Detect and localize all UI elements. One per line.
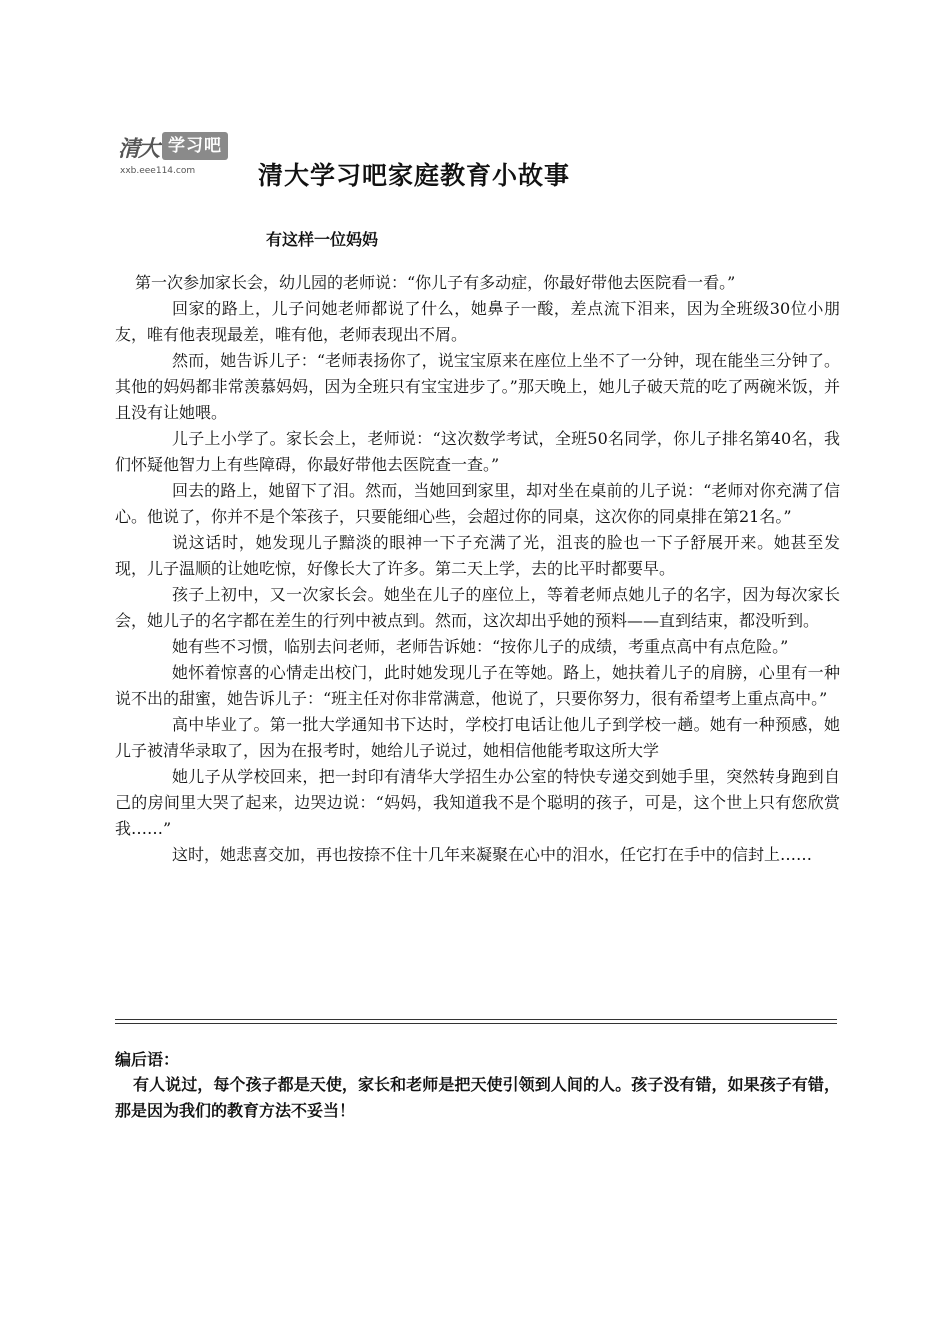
story-paragraph: 她有些不习惯，临别去问老师，老师告诉她：“按你儿子的成绩，考重点高中有点危险。” <box>172 637 789 656</box>
page-title: 清大学习吧家庭教育小故事 <box>258 161 571 190</box>
editor-note-text: 有人说过，每个孩子都是天使，家长和老师是把天使引领到人间的人。孩子没有错，如果孩子有错，那是因为我们的教育方法不妥当！ <box>115 1075 840 1120</box>
story-paragraph: 她怀着惊喜的心情走出校门，此时她发现儿子在等她。路上，她扶着儿子的肩膀，心里有一种说不出的甜蜜，她告诉儿子：“班主任对你非常满意，他说了，只要你努力，很有希望考上重点高中。” <box>115 663 840 708</box>
story-paragraph: 说这话时，她发现儿子黯淡的眼神一下子充满了光，沮丧的脸也一下子舒展开来。她甚至发现，儿子温顺的让她吃惊，好像长大了许多。第二天上学，去的比平时都要早。 <box>115 533 840 578</box>
story-body <box>115 270 840 868</box>
story-paragraph: 这时，她悲喜交加，再也按捺不住十几年来凝聚在心中的泪水，任它打在手中的信封上…… <box>172 845 813 864</box>
logo-badge: 学习吧 <box>162 132 228 160</box>
story-paragraph: 孩子上初中，又一次家长会。她坐在儿子的座位上，等着老师点她儿子的名字，因为每次家长会，她儿子的名字都在差生的行列中被点到。然而，这次却出乎她的预料——直到结束，都没听到。 <box>115 585 840 630</box>
story-paragraph: 然而，她告诉儿子：“老师表扬你了，说宝宝原来在座位上坐不了一分钟，现在能坐三分钟了。其他的妈妈都非常羡慕妈妈，因为全班只有宝宝进步了。”那天晚上，她儿子破天荒的吃了两碗米饭，并且没有让她喂。 <box>115 351 840 422</box>
site-logo <box>118 130 230 182</box>
story-paragraph: 回家的路上，儿子问她老师都说了什么，她鼻子一酸，差点流下泪来，因为全班级30位小朋友，唯有他表现最差，唯有他，老师表现出不屑。 <box>115 299 840 344</box>
story-paragraph: 回去的路上，她留下了泪。然而，当她回到家里，却对坐在桌前的儿子说：“老师对你充满了信心。他说了，你并不是个笨孩子，只要能细心些，会超过你的同桌，这次你的同桌排在第21名。” <box>115 481 840 526</box>
logo-handwriting: 清大 <box>118 136 159 162</box>
logo-url: xxb.eee114.com <box>120 166 196 176</box>
story-paragraph: 儿子上小学了。家长会上，老师说：“这次数学考试，全班50名同学，你儿子排名第40名，我们怀疑他智力上有些障碍，你最好带他去医院查一查。” <box>115 429 840 474</box>
story-paragraph: 她儿子从学校回来，把一封印有清华大学招生办公室的特快专递交到她手里，突然转身跑到自己的房间里大哭了起来，边哭边说：“妈妈，我知道我不是个聪明的孩子，可是，这个世上只有您欣赏我……” <box>115 767 840 838</box>
section-divider <box>115 1019 837 1024</box>
editor-note-label: 编后语： <box>115 1050 180 1069</box>
story-subtitle: 有这样一位妈妈 <box>266 230 379 249</box>
story-paragraph: 第一次参加家长会，幼儿园的老师说：“你儿子有多动症，你最好带他去医院看一看。” <box>135 273 736 292</box>
story-paragraph: 高中毕业了。第一批大学通知书下达时，学校打电话让他儿子到学校一趟。她有一种预感，她儿子被清华录取了，因为在报考时，她给儿子说过，她相信他能考取这所大学 <box>115 715 840 760</box>
